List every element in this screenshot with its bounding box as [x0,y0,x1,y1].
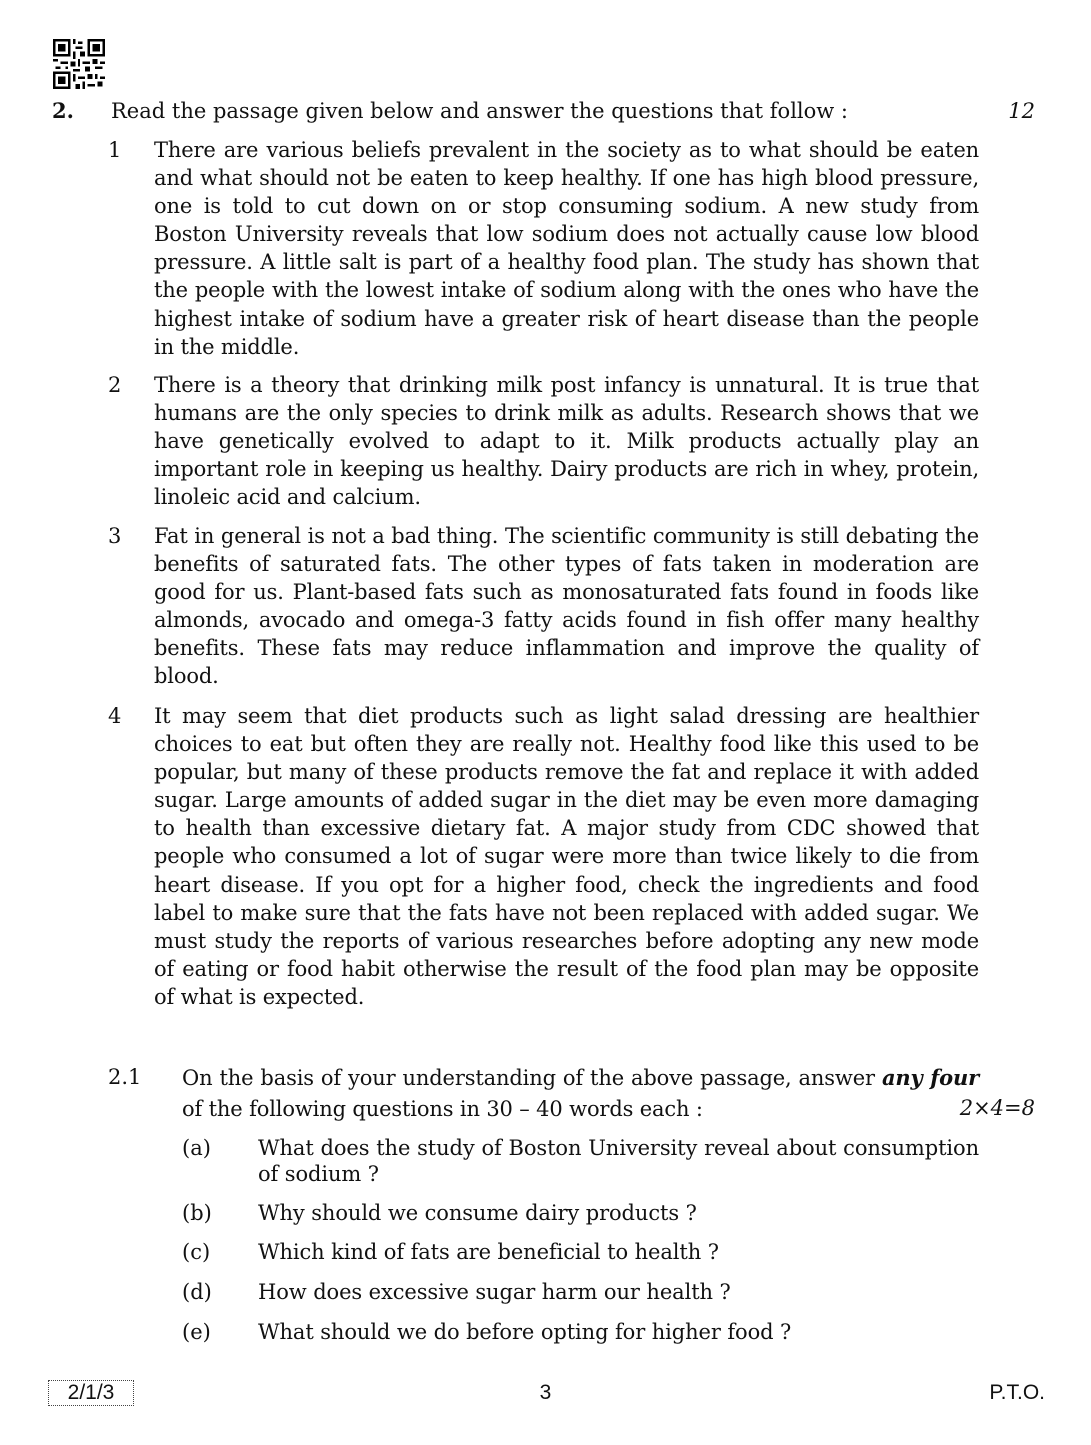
question-item-d [182,1279,979,1305]
paragraph-number: 4 [108,704,122,728]
item-text: What does the study of Boston University reveal about consumption of sodium ? [258,1136,979,1186]
paragraph-text: It may seem that diet products such as light salad dressing are healthier choices to eat but often they are really not. Healthy food like this used to be popular, but many of these products remove the fat and replace it with added sugar. Large amounts of added sugar in the diet may be even more damaging to health than excessive dietary fat. A major study from CDC showed that people who consumed a lot of sugar were more than twice likely to die from heart disease. If you opt for a higher food, check the ingredients and food label to make sure that the fats have not been replaced with added sugar. We must study the reports of various researches before adopting any new mode of eating or food habit otherwise the result of the food plan may be opposite of what is expected. [154,704,979,1009]
question-instruction: Read the passage given below and answer the questions that follow : [111,99,848,123]
subquestion-emphasis: any four [881,1065,979,1090]
page-number: 3 [539,1381,552,1404]
item-label: (d) [182,1280,212,1304]
pto-label: P.T.O. [989,1381,1045,1404]
item-label: (a) [182,1136,211,1160]
paragraph-number: 2 [108,373,122,397]
question-item-b [182,1200,979,1226]
passage-paragraph-1 [108,136,979,361]
subquestion-text [182,1062,979,1125]
paragraph-text: Fat in general is not a bad thing. The scientific community is still debating the benefits of saturated fats. The other types of fats taken in moderation are good for us. Plant-based fats such as monosaturated fats found in foods like almonds, avocado and omega-3 fatty acids found in fish offer many healthy benefits. These fats may reduce inflammation and improve the quality of blood. [154,524,979,689]
question-item-c [182,1239,979,1265]
question-marks: 12 [1008,99,1035,123]
subquestion-marks: 2×4=8 [959,1096,1035,1120]
question-number: 2. [52,98,74,123]
item-text: Why should we consume dairy products ? [258,1201,697,1225]
item-label: (b) [182,1201,212,1225]
subquestion [108,1062,979,1125]
item-text: How does excessive sugar harm our health ? [258,1280,731,1304]
passage-paragraph-3 [108,522,979,691]
item-label: (e) [182,1320,211,1344]
question-item-a [182,1135,979,1187]
item-text: What should we do before opting for higher food ? [258,1320,792,1344]
paragraph-text: There are various beliefs prevalent in the society as to what should be eaten and what should not be eaten to keep healthy. If one has high blood pressure, one is told to cut down on or stop consuming sodium. A new study from Boston University reveals that low sodium does not actually cause low blood pressure. A little salt is part of a healthy food plan. The study has shown that the people with the lowest intake of sodium along with the ones who have the highest intake of sodium have a greater risk of heart disease than the people in the middle. [154,138,979,359]
passage-paragraph-4 [108,702,979,1011]
paper-code: 2/1/3 [48,1380,134,1406]
paragraph-text: There is a theory that drinking milk post infancy is unnatural. It is true that humans are the only species to drink milk as adults. Research shows that we have genetically evolved to adapt to it. Milk products actually play an important role in keeping us healthy. Dairy products are rich in whey, protein, linoleic acid and calcium. [154,373,979,510]
subquestion-text-before: On the basis of your understanding of the above passage, answer [182,1066,875,1090]
subquestion-number: 2.1 [108,1065,142,1089]
item-text: Which kind of fats are beneficial to health ? [258,1240,719,1264]
paragraph-number: 3 [108,524,122,548]
passage-paragraph-2 [108,371,979,511]
item-label: (c) [182,1240,211,1264]
question-item-e [182,1319,979,1345]
qr-code-icon [53,39,105,89]
paragraph-number: 1 [108,138,122,162]
subquestion-text-after: of the following questions in 30 – 40 words each : [182,1097,703,1121]
